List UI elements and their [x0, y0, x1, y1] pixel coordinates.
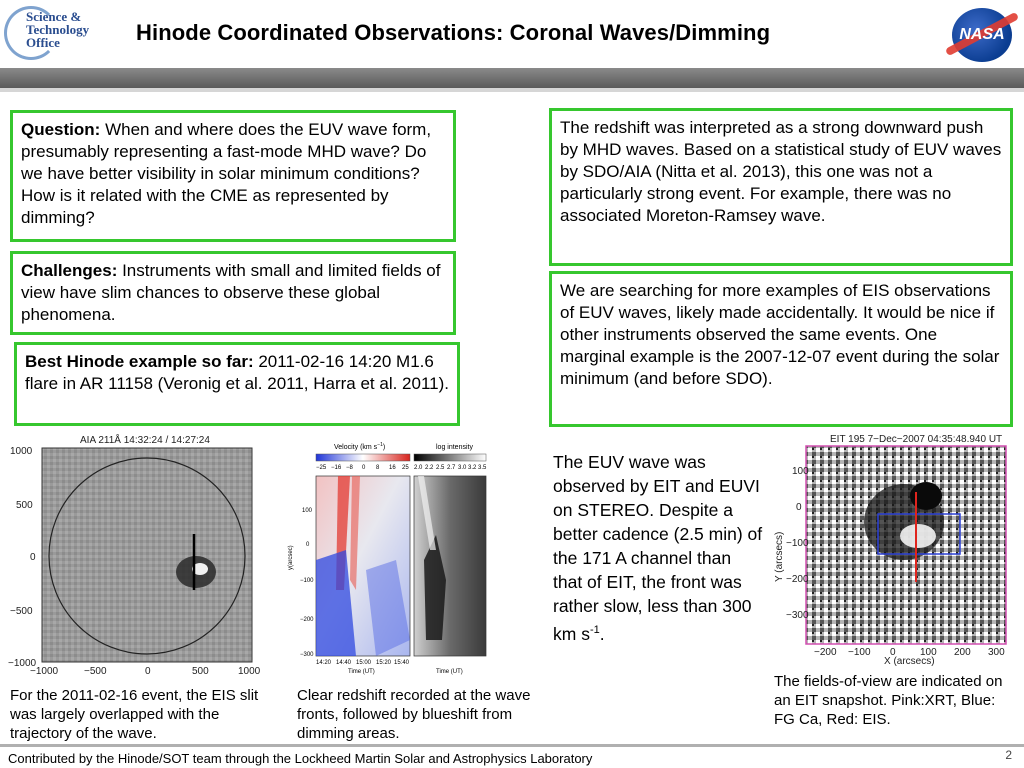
vel-tick-3: 0 — [362, 465, 366, 471]
vel-tick-0: −25 — [316, 465, 327, 471]
vel-tick-1: −16 — [331, 465, 342, 471]
eit-xtick-5: 300 — [988, 647, 1005, 658]
int-tick-3: 2.7 — [447, 465, 456, 471]
eit-snapshot-figure — [776, 432, 1010, 668]
eit-title: EIT 195 7−Dec−2007 04:35:48.940 UT — [830, 434, 1003, 445]
euv-wave-description — [553, 450, 763, 646]
page-number: 2 — [1005, 748, 1012, 762]
eis-ytick-4: −300 — [300, 652, 314, 658]
eit-ytick-2: −100 — [786, 538, 809, 549]
eit-dark-core — [910, 482, 942, 510]
eit-ytick-1: 0 — [796, 502, 802, 513]
eit-xlabel: X (arcsecs) — [884, 656, 935, 667]
eit-xtick-1: −100 — [848, 647, 871, 658]
eis-ytick-1: 0 — [306, 542, 310, 548]
eis-ytick-0: 100 — [302, 508, 313, 514]
eit-caption: The fields-of-view are indicated on an EIT snapshot. Pink:XRT, Blue: FG Ca, Red: EIS. — [774, 673, 1003, 728]
eis-caption: Clear redshift recorded at the wave fronts, followed by blueshift from dimming areas. — [297, 687, 531, 742]
question-text: When and where does the EUV wave form, presumably representing a fast-mode MHD wave? Do we have better visibility in solar minimum conditions? How is it related with the CME as represented by dimming? — [21, 120, 432, 227]
vel-tick-4: 8 — [376, 465, 380, 471]
eis-velocity-intensity-figure — [286, 440, 490, 678]
eit-ytick-3: −200 — [786, 574, 809, 585]
nasa-logo — [952, 8, 1012, 62]
euv-wave-unit-exponent: -1 — [589, 624, 600, 636]
redshift-box — [549, 108, 1013, 266]
vel-tick-5: 16 — [389, 465, 396, 471]
aia-ytick-3: −500 — [10, 606, 33, 617]
eit-ytick-0: 100 — [792, 466, 809, 477]
eis-velocity-title: Velocity (km $s^{-1}$) — [334, 442, 386, 451]
eis-xtick-0: 14:20 — [316, 660, 332, 666]
euv-wave-text-end: . — [599, 623, 605, 644]
aia-ytick-0: 1000 — [10, 446, 33, 457]
eis-xlabel-left: Time (UT) — [348, 669, 375, 675]
eis-xtick-1: 14:40 — [336, 660, 352, 666]
int-tick-2: 2.5 — [436, 465, 445, 471]
int-tick-4: 3.0 — [458, 465, 467, 471]
challenges-box — [10, 251, 456, 335]
aia-title: AIA 211Å 14:32:24 / 14:27:24 — [80, 435, 210, 446]
footer-credit: Contributed by the Hinode/SOT team through the Lockheed Martin Solar and Astrophysics Laboratory — [8, 751, 593, 766]
best-example-label: Best Hinode example so far: — [25, 352, 254, 371]
velocity-colorbar — [316, 454, 410, 461]
aia-ytick-2: 0 — [30, 552, 36, 563]
aia-xtick-0: −1000 — [30, 666, 59, 677]
int-tick-5: 3.2 — [468, 465, 477, 471]
aia-full-disk-figure — [8, 432, 264, 678]
eit-ytick-4: −300 — [786, 610, 809, 621]
nasa-logo-text: NASA — [959, 26, 1005, 43]
aia-ytick-4: −1000 — [8, 658, 37, 669]
challenges-label: Challenges: — [21, 261, 118, 280]
aia-image-frame — [42, 448, 252, 662]
question-box — [10, 110, 456, 242]
eis-intensity-title: log intensity — [436, 444, 473, 451]
aia-xtick-2: 0 — [145, 666, 151, 677]
int-tick-6: 3.5 — [478, 465, 487, 471]
footer-divider — [0, 744, 1024, 747]
header-bar-stripe — [0, 88, 1024, 92]
searching-box — [549, 271, 1013, 427]
euv-wave-text: The EUV wave was observed by EIT and EUVI on STEREO. Despite a better cadence (2.5 min) of the 171 A channel than that of EIT, the front was rather slow, less than 300 km s — [553, 452, 763, 644]
aia-xtick-4: 1000 — [238, 666, 261, 677]
best-example-text: 2011-02-16 14:20 M1.6 flare in AR 11158 (Veronig et al. 2011, Harra et al. 2011). — [25, 352, 449, 393]
science-technology-office-logo — [4, 4, 108, 60]
eit-xtick-4: 200 — [954, 647, 971, 658]
header-bar — [0, 68, 1024, 88]
aia-ytick-1: 500 — [16, 500, 33, 511]
eit-ylabel: Y (arcsecs) — [774, 531, 785, 582]
aia-xtick-1: −500 — [84, 666, 107, 677]
eis-ytick-3: −200 — [300, 617, 314, 623]
vel-tick-6: 25 — [402, 465, 409, 471]
vel-tick-2: −8 — [346, 465, 353, 471]
intensity-colorbar — [414, 454, 486, 461]
eis-ytick-2: −100 — [300, 578, 314, 584]
eit-xtick-0: −200 — [814, 647, 837, 658]
logo-text: Science & Technology Office — [26, 9, 90, 50]
eis-xtick-2: 15:00 — [356, 660, 372, 666]
eit-xtick-2: 0 — [890, 647, 896, 658]
challenges-text: Instruments with small and limited fields of view have slim chances to observe these global phenomena. — [21, 261, 441, 324]
aia-xtick-3: 500 — [192, 666, 209, 677]
int-tick-0: 2.0 — [414, 465, 423, 471]
eit-bright-core — [900, 524, 936, 548]
best-example-box — [14, 342, 460, 426]
eis-xtick-4: 15:40 — [394, 660, 410, 666]
aia-caption: For the 2011-02-16 event, the EIS slit was largely overlapped with the trajectory of the wave. — [10, 687, 259, 742]
searching-text: We are searching for more examples of EIS observations of EUV waves, likely made accidentally. It would be nice if other instruments observed the same events. One marginal example is the 2007-12-07 event during the solar minimum (and before SDO). — [560, 281, 1000, 388]
eis-ylabel: y(arcsec) — [288, 545, 294, 570]
eit-xtick-3: 100 — [920, 647, 937, 658]
page-title: Hinode Coordinated Observations: Coronal Waves/Dimming — [136, 20, 771, 45]
eis-xtick-3: 15:20 — [376, 660, 392, 666]
redshift-text: The redshift was interpreted as a strong downward push by MHD waves. Based on a statistical study of EUV waves by SDO/AIA (Nitta et al. 2013), this one was not a particularly strong event. For example, there was no associated Moreton-Ramsey wave. — [560, 118, 1002, 225]
int-tick-1: 2.2 — [425, 465, 434, 471]
eis-xlabel-right: Time (UT) — [436, 669, 463, 675]
question-label: Question: — [21, 120, 101, 139]
